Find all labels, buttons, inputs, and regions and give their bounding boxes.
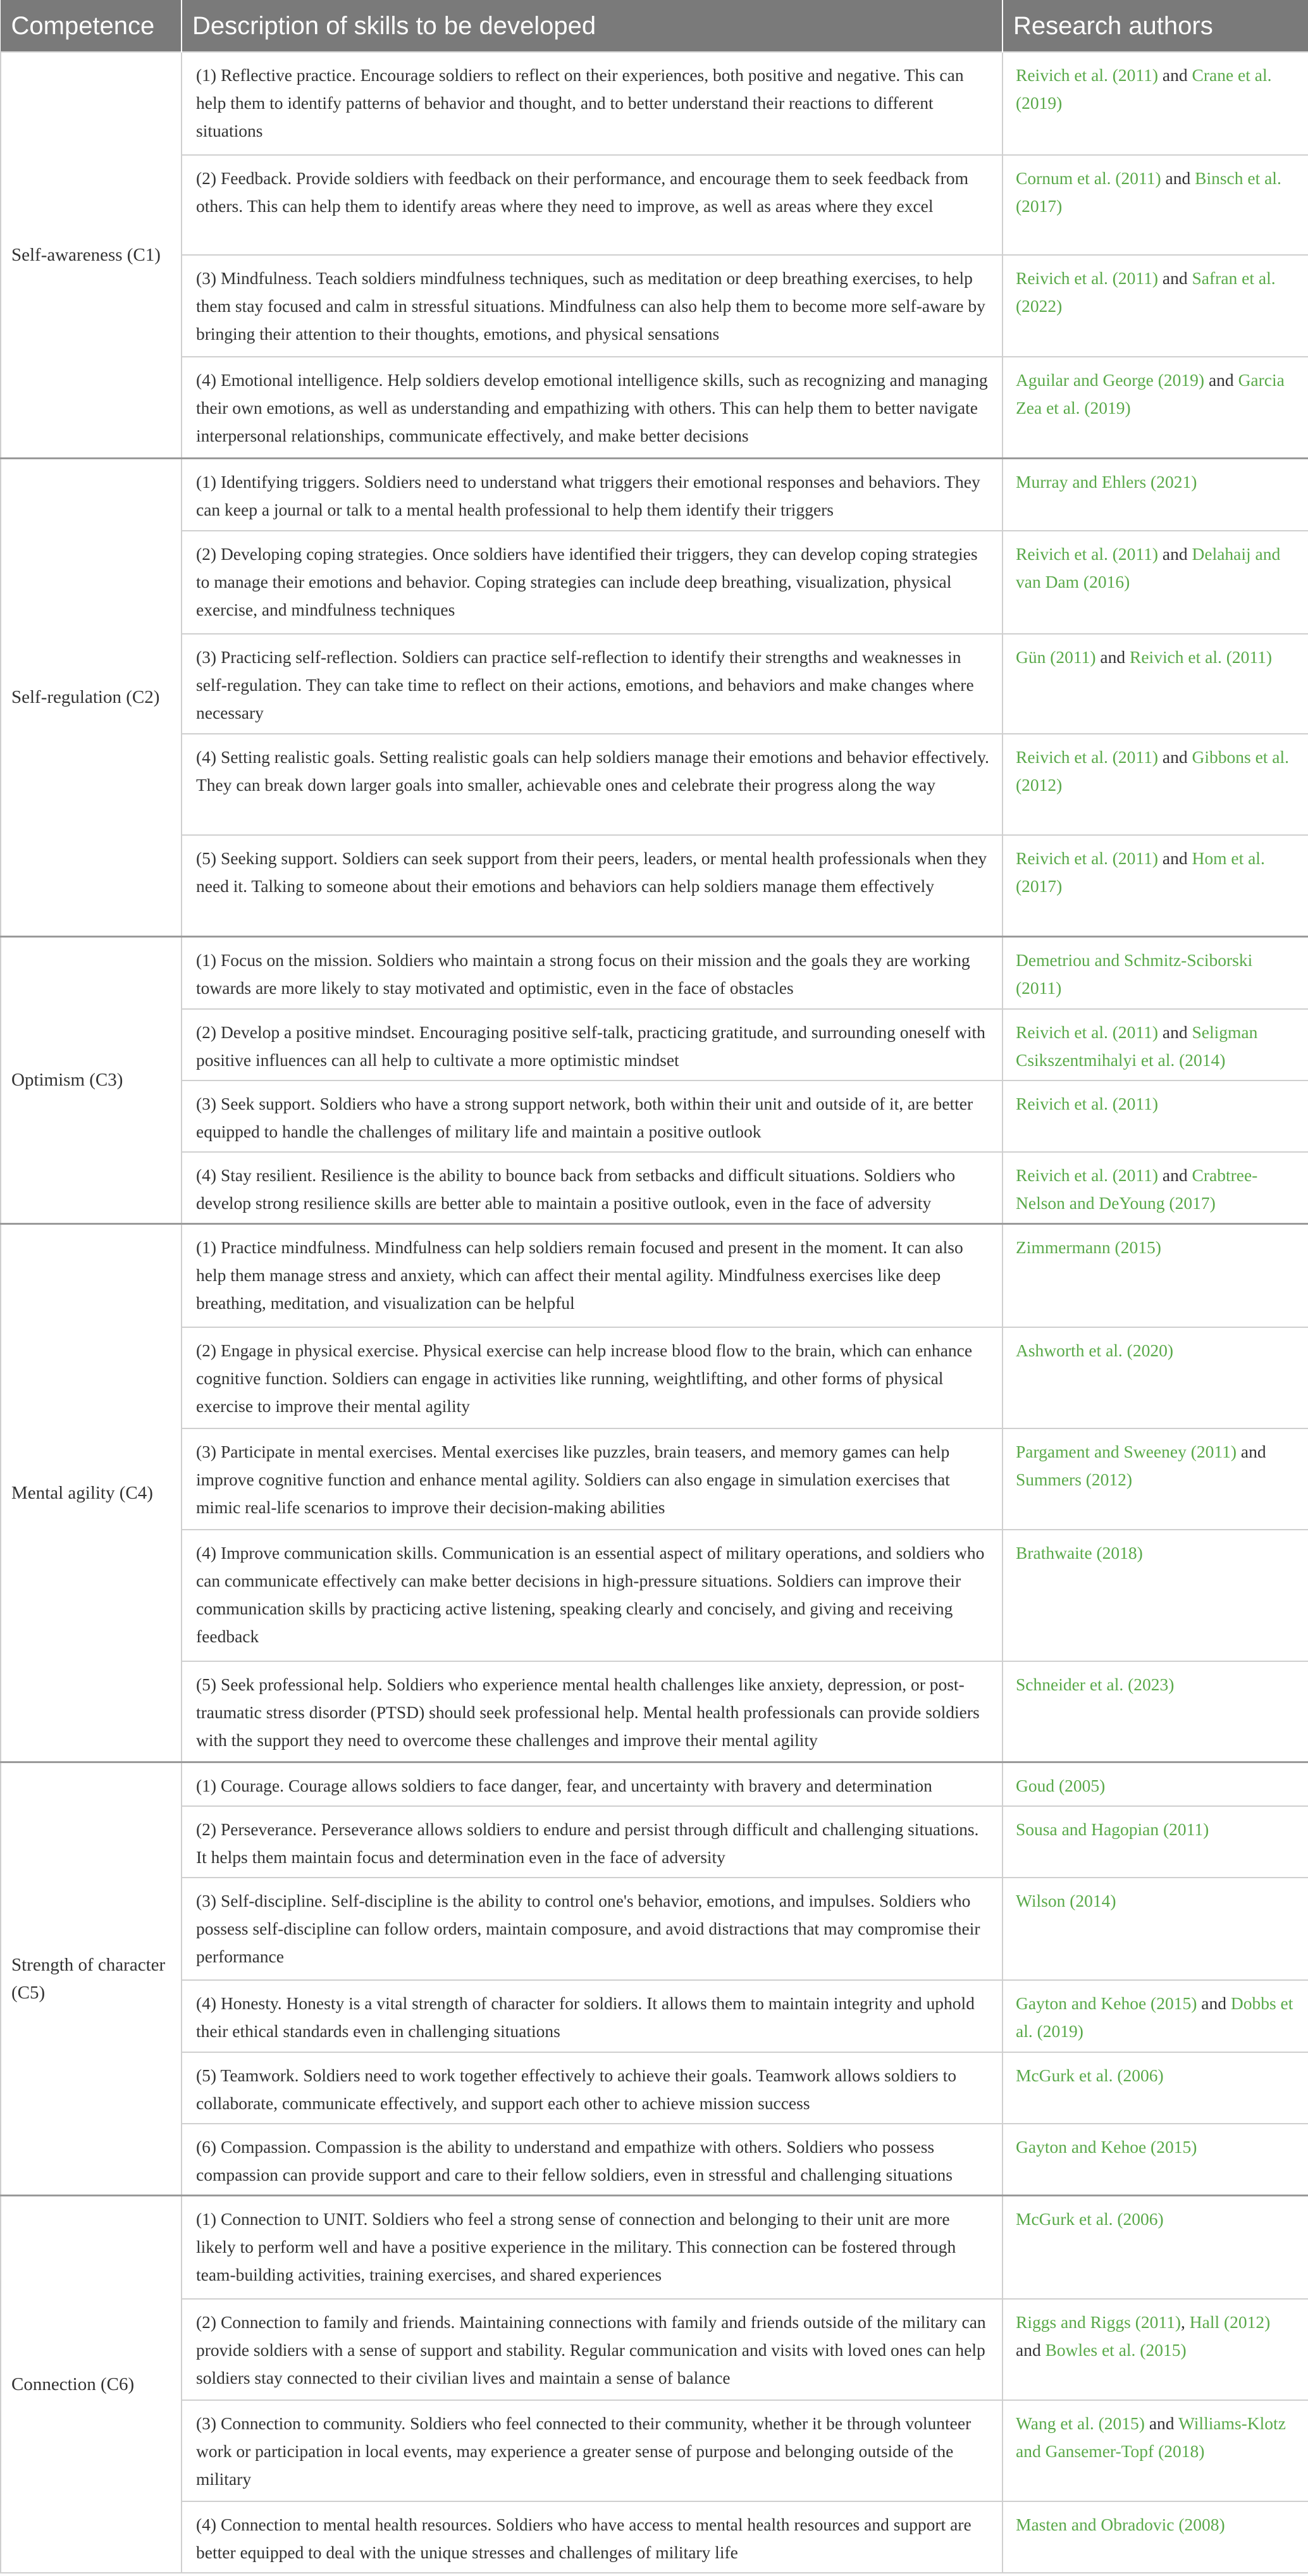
- citation-link[interactable]: Bowles et al. (2015): [1045, 2339, 1187, 2360]
- table-row: [1, 52, 1308, 155]
- header-authors: Research authors: [1003, 1, 1308, 53]
- citation-link[interactable]: Dobbs et al. (2019): [1016, 1993, 1293, 2041]
- citation-link[interactable]: Schneider et al. (2023): [1016, 1674, 1175, 1694]
- citation-link[interactable]: Hom et al. (2017): [1016, 848, 1265, 896]
- citation-link[interactable]: Reivich et al. (2011): [1016, 747, 1159, 767]
- description-cell: (1) Focus on the mission. Soldiers who maintain a strong focus on their mission and the goals they are working towards are more likely to stay motivated and optimistic, even in the face of obstacles: [182, 936, 1003, 1009]
- competence-cell: Mental agility (C4): [1, 1224, 182, 1762]
- description-cell: (3) Connection to community. Soldiers who feel connected to their community, whether it be through volunteer work or participation in local events, may experience a greater sense of purpose and belonging outside of the military: [182, 2400, 1003, 2501]
- description-cell: (3) Seek support. Soldiers who have a strong support network, both within their unit and outside of it, are better equipped to handle the challenges of military life and maintain a positive outlook: [182, 1081, 1003, 1152]
- table-row: [1, 1152, 1308, 1224]
- citation-link[interactable]: Gün (2011): [1016, 647, 1096, 667]
- citation-link[interactable]: McGurk et al. (2006): [1016, 2065, 1164, 2085]
- citation-link[interactable]: Wang et al. (2015): [1016, 2413, 1145, 2433]
- citation-separator: and: [1158, 747, 1192, 767]
- competence-cell: Self-regulation (C2): [1, 458, 182, 936]
- description-cell: (1) Identifying triggers. Soldiers need to understand what triggers their emotional responses and behaviors. They can keep a journal or talk to a mental health professional to help them identify their triggers: [182, 458, 1003, 531]
- citation-link[interactable]: Masten and Obradovic (2008): [1016, 2514, 1225, 2534]
- table-row: [1, 1762, 1308, 1807]
- authors-cell: [1003, 2052, 1308, 2124]
- authors-cell: [1003, 734, 1308, 835]
- citation-link[interactable]: Reivich et al. (2011): [1016, 848, 1159, 868]
- citation-link[interactable]: Zimmermann (2015): [1016, 1237, 1161, 1257]
- authors-cell: [1003, 2124, 1308, 2196]
- table-row: [1, 2501, 1308, 2573]
- description-cell: (4) Connection to mental health resources. Soldiers who have access to mental health resources and support are better equipped to deal with the unique stresses and challenges of military life: [182, 2501, 1003, 2573]
- citation-link[interactable]: Murray and Ehlers (2021): [1016, 471, 1197, 492]
- citation-separator: and: [1161, 168, 1195, 188]
- table-row: [1, 2052, 1308, 2124]
- citation-link[interactable]: Cornum et al. (2011): [1016, 168, 1161, 188]
- authors-cell: [1003, 2400, 1308, 2501]
- description-cell: (3) Practicing self-reflection. Soldiers can practice self-reflection to identify their strengths and weaknesses in self-regulation. They can take time to reflect on their actions, emotions, and behaviors and make changes where necessary: [182, 634, 1003, 734]
- citation-separator: and: [1158, 1022, 1192, 1042]
- description-cell: (1) Reflective practice. Encourage soldiers to reflect on their experiences, both positive and negative. This can help them to identify patterns of behavior and thought, and to better understand their reactions to different situations: [182, 52, 1003, 155]
- citation-separator: ,: [1181, 2312, 1190, 2332]
- citation-link[interactable]: Gayton and Kehoe (2015): [1016, 2137, 1197, 2157]
- citation-separator: and: [1158, 544, 1192, 564]
- description-cell: (2) Engage in physical exercise. Physical exercise can help increase blood flow to the brain, which can enhance cognitive function. Soldiers can engage in activities like running, weightlifting, and other forms of physical exercise to improve their mental agility: [182, 1327, 1003, 1428]
- competence-cell: Connection (C6): [1, 2196, 182, 2573]
- authors-cell: [1003, 1661, 1308, 1762]
- citation-link[interactable]: Crane et al. (2019): [1016, 65, 1272, 113]
- citation-separator: and: [1158, 848, 1192, 868]
- authors-cell: [1003, 531, 1308, 634]
- description-cell: (5) Seek professional help. Soldiers who experience mental health challenges like anxiety, depression, or post-traumatic stress disorder (PTSD) should seek professional help. Mental health professionals can provide soldiers with the support they need to overcome these challenges and improve their mental agility: [182, 1661, 1003, 1762]
- header-competence: Competence: [1, 1, 182, 53]
- table-row: [1, 1428, 1308, 1530]
- citation-link[interactable]: Gibbons et al. (2012): [1016, 747, 1290, 795]
- citation-link[interactable]: Reivich et al. (2011): [1016, 268, 1159, 288]
- description-cell: (3) Mindfulness. Teach soldiers mindfulness techniques, such as meditation or deep breathing exercises, to help them stay focused and calm in stressful situations. Mindfulness can also help them to become more self-aware by bringing their attention to their thoughts, emotions, and physical sensations: [182, 255, 1003, 357]
- citation-link[interactable]: Garcia Zea et al. (2019): [1016, 370, 1285, 418]
- table-row: [1, 2299, 1308, 2400]
- description-cell: (5) Teamwork. Soldiers need to work together effectively to achieve their goals. Teamwork allows soldiers to collaborate, communicate effectively, and support each other to achieve mission success: [182, 2052, 1003, 2124]
- citation-link[interactable]: Reivich et al. (2011): [1130, 647, 1273, 667]
- table-row: [1, 734, 1308, 835]
- table-row: [1, 2400, 1308, 2501]
- table-row: [1, 458, 1308, 531]
- citation-link[interactable]: Gayton and Kehoe (2015): [1016, 1993, 1197, 2013]
- authors-cell: [1003, 1530, 1308, 1661]
- authors-cell: [1003, 1081, 1308, 1152]
- table-row: [1, 2196, 1308, 2299]
- table-row: [1, 936, 1308, 1009]
- citation-separator: and: [1016, 2339, 1046, 2360]
- citation-link[interactable]: Safran et al. (2022): [1016, 268, 1276, 316]
- competence-cell: Strength of character (C5): [1, 1762, 182, 2196]
- authors-cell: [1003, 1806, 1308, 1878]
- table-row: [1, 1009, 1308, 1081]
- authors-cell: [1003, 1152, 1308, 1224]
- table-row: [1, 1081, 1308, 1152]
- citation-link[interactable]: Sousa and Hagopian (2011): [1016, 1819, 1209, 1839]
- description-cell: (2) Perseverance. Perseverance allows soldiers to endure and persist through difficult and challenging situations. It helps them maintain focus and determination even in the face of adversity: [182, 1806, 1003, 1878]
- description-cell: (4) Honesty. Honesty is a vital strength of character for soldiers. It allows them to maintain integrity and uphold their ethical standards even in challenging situations: [182, 1980, 1003, 2052]
- citation-link[interactable]: Aguilar and George (2019): [1016, 370, 1205, 390]
- table-row: [1, 255, 1308, 357]
- authors-cell: [1003, 1980, 1308, 2052]
- authors-cell: [1003, 2299, 1308, 2400]
- description-cell: (2) Feedback. Provide soldiers with feedback on their performance, and encourage them to seek feedback from others. This can help them to identify areas where they need to improve, as well as areas where they excel: [182, 155, 1003, 255]
- citation-link[interactable]: Goud (2005): [1016, 1776, 1106, 1795]
- authors-cell: [1003, 1762, 1308, 1807]
- description-cell: (1) Practice mindfulness. Mindfulness can help soldiers remain focused and present in the moment. It can also help them manage stress and anxiety, which can affect their mental agility. Mindfulness exercises like deep breathing, meditation, and visualization can be helpful: [182, 1224, 1003, 1327]
- authors-cell: [1003, 52, 1308, 155]
- citation-separator: and: [1158, 1165, 1192, 1185]
- citation-separator: and: [1144, 2413, 1178, 2433]
- citation-link[interactable]: Wilson (2014): [1016, 1891, 1116, 1910]
- table-row: [1, 1327, 1308, 1428]
- citation-link[interactable]: Williams-Klotz and Gansemer-Topf (2018): [1016, 2413, 1286, 2461]
- table-row: [1, 1661, 1308, 1762]
- citation-link[interactable]: McGurk et al. (2006): [1016, 2209, 1164, 2229]
- citation-link[interactable]: Reivich et al. (2011): [1016, 65, 1159, 85]
- table-row: [1, 155, 1308, 255]
- citation-link[interactable]: Delahaij and van Dam (2016): [1016, 544, 1281, 591]
- citation-link[interactable]: Binsch et al. (2017): [1016, 168, 1281, 216]
- citation-link[interactable]: Seligman Csikszentmihalyi et al. (2014): [1016, 1022, 1258, 1070]
- citation-separator: and: [1158, 268, 1192, 288]
- table-row: [1, 1878, 1308, 1980]
- competence-cell: Self-awareness (C1): [1, 52, 182, 458]
- description-cell: (2) Connection to family and friends. Maintaining connections with family and friends outside of the military can provide soldiers with a sense of support and stability. Regular communication and visits with loved ones can help soldiers stay connected to their civilian lives and maintain a sense of balance: [182, 2299, 1003, 2400]
- description-cell: (4) Stay resilient. Resilience is the ability to bounce back from setbacks and difficult situations. Soldiers who develop strong resilience skills are better able to maintain a positive outlook, even in the face of adversity: [182, 1152, 1003, 1224]
- description-cell: (2) Develop a positive mindset. Encouraging positive self-talk, practicing gratitude, and surrounding oneself with positive influences can all help to cultivate a more optimistic mindset: [182, 1009, 1003, 1081]
- description-cell: (2) Developing coping strategies. Once soldiers have identified their triggers, they can develop coping strategies to manage their emotions and behavior. Coping strategies can include deep breathing, visualization, physical exercise, and mindfulness techniques: [182, 531, 1003, 634]
- citation-link[interactable]: Crabtree-Nelson and DeYoung (2017): [1016, 1165, 1258, 1213]
- citation-link[interactable]: Ashworth et al. (2020): [1016, 1340, 1173, 1360]
- citation-link[interactable]: Brathwaite (2018): [1016, 1542, 1143, 1563]
- citation-link[interactable]: Reivich et al. (2011): [1016, 1165, 1159, 1185]
- citation-link[interactable]: Pargament and Sweeney (2011): [1016, 1441, 1237, 1461]
- table-row: [1, 1806, 1308, 1878]
- description-cell: (5) Seeking support. Soldiers can seek support from their peers, leaders, or mental health professionals when they need it. Talking to someone about their emotions and behaviors can help soldiers manage them effectively: [182, 835, 1003, 936]
- description-cell: (6) Compassion. Compassion is the ability to understand and empathize with others. Soldiers who possess compassion can provide support and care to their fellow soldiers, even in stressful and challenging situations: [182, 2124, 1003, 2196]
- description-cell: (1) Connection to UNIT. Soldiers who feel a strong sense of connection and belonging to their unit are more likely to perform well and have a positive experience in the military. This connection can be fostered through team-building activities, training exercises, and shared experiences: [182, 2196, 1003, 2299]
- table-row: [1, 1980, 1308, 2052]
- table-row: [1, 531, 1308, 634]
- citation-link[interactable]: Reivich et al. (2011): [1016, 544, 1159, 564]
- header-description: Description of skills to be developed: [182, 1, 1003, 53]
- citation-separator: and: [1197, 1993, 1231, 2013]
- authors-cell: [1003, 1878, 1308, 1980]
- citation-link[interactable]: Demetriou and Schmitz-Sciborski (2011): [1016, 950, 1253, 998]
- authors-cell: [1003, 357, 1308, 458]
- competence-cell: Optimism (C3): [1, 936, 182, 1224]
- description-cell: (1) Courage. Courage allows soldiers to face danger, fear, and uncertainty with bravery and determination: [182, 1762, 1003, 1807]
- citation-link[interactable]: Riggs and Riggs (2011): [1016, 2312, 1181, 2332]
- citation-link[interactable]: Reivich et al. (2011): [1016, 1022, 1159, 1042]
- authors-cell: [1003, 1009, 1308, 1081]
- authors-cell: [1003, 835, 1308, 936]
- header-row: [1, 1, 1308, 53]
- citation-separator: and: [1095, 647, 1130, 667]
- table-row: [1, 1530, 1308, 1661]
- description-cell: (4) Emotional intelligence. Help soldiers develop emotional intelligence skills, such as recognizing and managing their own emotions, as well as understanding and empathizing with others. This can help them to better navigate interpersonal relationships, communicate effectively, and make better decisions: [182, 357, 1003, 458]
- description-cell: (4) Improve communication skills. Communication is an essential aspect of military operations, and soldiers who can communicate effectively can make better decisions in high-pressure situations. Soldiers can improve their communication skills by practicing active listening, speaking clearly and concisely, and giving and receiving feedback: [182, 1530, 1003, 1661]
- citation-separator: and: [1237, 1441, 1266, 1461]
- table-body: [1, 52, 1308, 2573]
- table-row: [1, 835, 1308, 936]
- table-row: [1, 357, 1308, 458]
- description-cell: (3) Self-discipline. Self-discipline is the ability to control one's behavior, emotions, and impulses. Soldiers who possess self-discipline can follow orders, maintain composure, and avoid distractions that may compromise their performance: [182, 1878, 1003, 1980]
- authors-cell: [1003, 155, 1308, 255]
- authors-cell: [1003, 458, 1308, 531]
- description-cell: (4) Setting realistic goals. Setting realistic goals can help soldiers manage their emotions and behavior effectively. They can break down larger goals into smaller, achievable ones and celebrate their progress along the way: [182, 734, 1003, 835]
- authors-cell: [1003, 255, 1308, 357]
- authors-cell: [1003, 1428, 1308, 1530]
- citation-separator: and: [1204, 370, 1238, 390]
- citation-link[interactable]: Reivich et al. (2011): [1016, 1094, 1159, 1113]
- citation-link[interactable]: Hall (2012): [1189, 2312, 1271, 2332]
- citation-link[interactable]: Summers (2012): [1016, 1469, 1133, 1489]
- description-cell: (3) Participate in mental exercises. Mental exercises like puzzles, brain teasers, and memory games can help improve cognitive function and enhance mental agility. Soldiers can also engage in simulation exercises that mimic real-life scenarios to improve their decision-making abilities: [182, 1428, 1003, 1530]
- table-row: [1, 634, 1308, 734]
- authors-cell: [1003, 2196, 1308, 2299]
- table-row: [1, 2124, 1308, 2196]
- authors-cell: [1003, 936, 1308, 1009]
- authors-cell: [1003, 1224, 1308, 1327]
- authors-cell: [1003, 2501, 1308, 2573]
- table-row: [1, 1224, 1308, 1327]
- authors-cell: [1003, 634, 1308, 734]
- citation-separator: and: [1158, 65, 1192, 85]
- authors-cell: [1003, 1327, 1308, 1428]
